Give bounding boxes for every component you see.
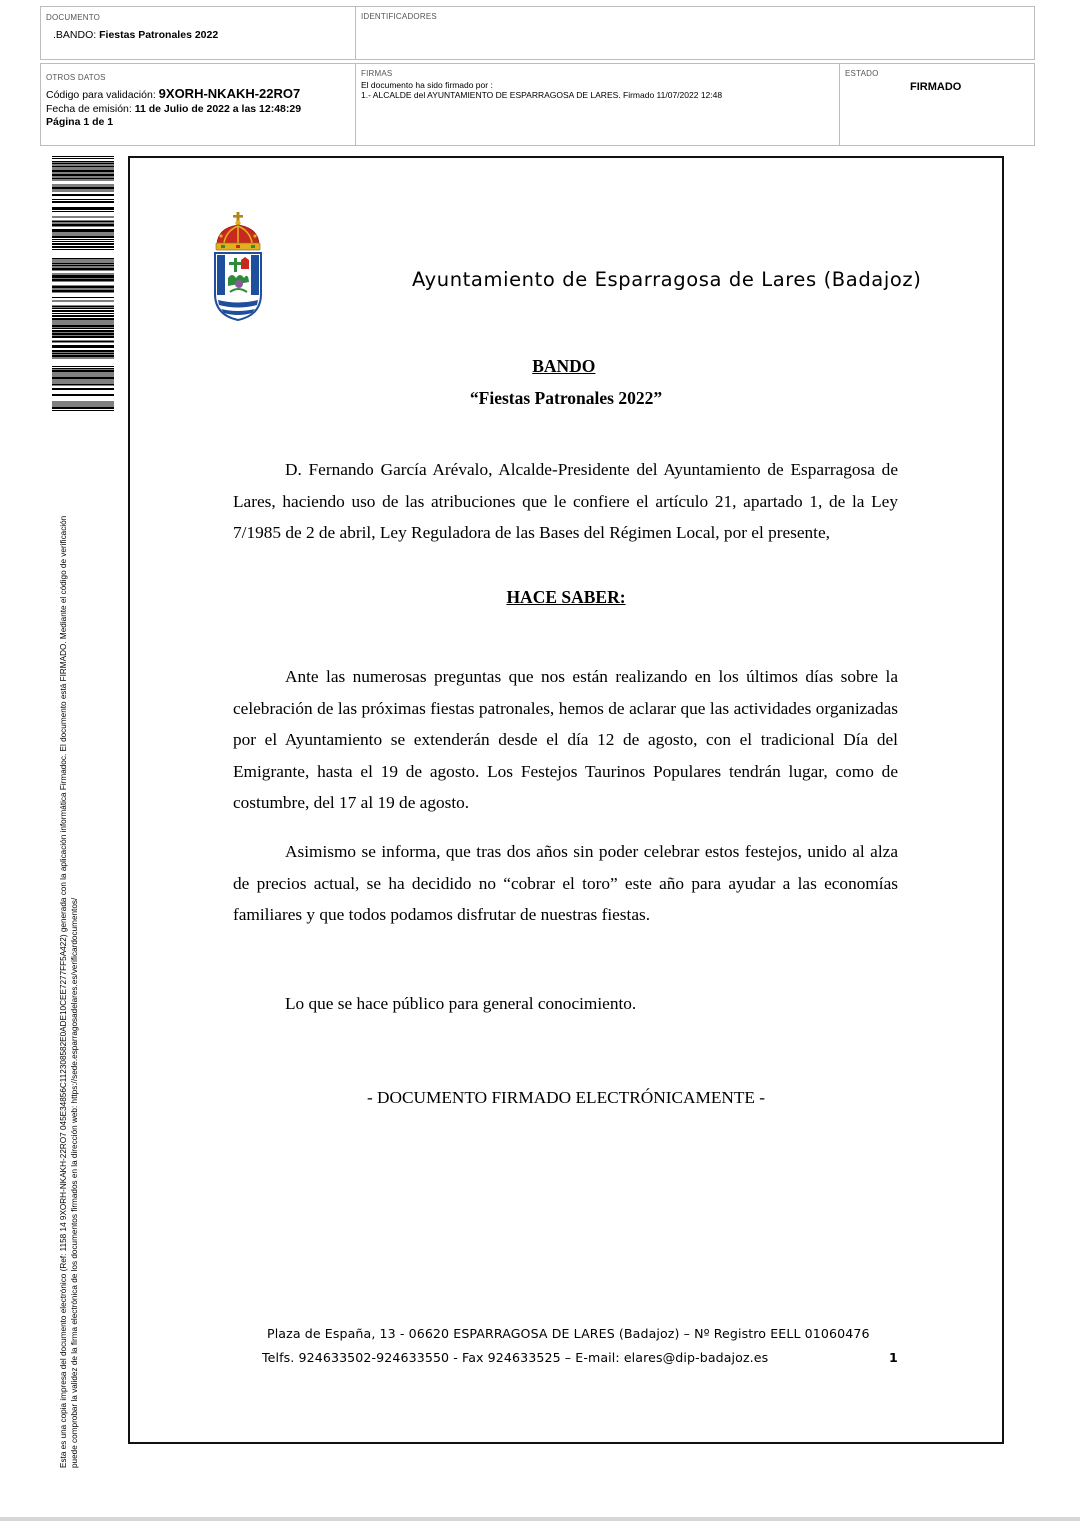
firmas-line2: 1.- ALCALDE del AYUNTAMIENTO DE ESPARRAGOSA DE LARES. Firmado 11/07/2022 12:48 bbox=[361, 90, 723, 100]
side-text-line1: Esta es una copia impresa del documento electrónico (Ref: 1158 14 9XORH-NKAKH-22RO7 045E34856C112308582E0ADE10CEE7277FF5A422) generada con la aplicación informática Firmadoc. El documento está FIRMADO. Mediante el código de verificación bbox=[59, 515, 68, 1468]
bando-subtitle: “Fiestas Patronales 2022” bbox=[469, 388, 663, 408]
organization-name: Ayuntamiento de Esparragosa de Lares (Badajoz) bbox=[412, 268, 922, 291]
barcode-icon bbox=[52, 156, 114, 412]
intro-paragraph: D. Fernando García Arévalo, Alcalde-Presidente del Ayuntamiento de Esparragosa de Lares, haciendo uso de las atribuciones que le confiere el artículo 21, apartado 1, de la Ley 7/1985 de 2 de abril, Ley Reguladora de las Bases del Régimen Local, por el presente, bbox=[233, 460, 898, 543]
pagina-count: Página 1 de 1 bbox=[46, 116, 114, 128]
page-number: 1 bbox=[889, 1350, 898, 1365]
firmas-line1: El documento ha sido firmado por : bbox=[361, 80, 493, 90]
otros-datos-caption: OTROS DATOS bbox=[46, 73, 106, 82]
footer-contact: Telfs. 924633502-924633550 - Fax 924633525 – E-mail: elares@dip-badajoz.es bbox=[262, 1350, 769, 1365]
fecha-emision bbox=[46, 103, 301, 115]
signed-notice: - DOCUMENTO FIRMADO ELECTRÓNICAMENTE - bbox=[366, 1088, 766, 1107]
estado-cell bbox=[839, 64, 1034, 145]
estado-value: FIRMADO bbox=[910, 81, 962, 93]
documento-title bbox=[53, 29, 218, 41]
header-document-row bbox=[40, 6, 1035, 60]
side-verification-text bbox=[59, 408, 80, 1468]
otros-datos-cell bbox=[41, 64, 355, 145]
firmas-caption: FIRMAS bbox=[361, 69, 393, 78]
codigo-value: 9XORH-NKAKH-22RO7 bbox=[158, 86, 301, 101]
codigo-label: Código para validación: bbox=[46, 89, 156, 101]
documento-caption: DOCUMENTO bbox=[46, 13, 101, 22]
identificadores-caption: IDENTIFICADORES bbox=[361, 12, 437, 21]
header-details-row bbox=[40, 63, 1035, 146]
side-text-line2: puede comprobar la validez de la firma electrónica de los documentos firmados en la dirección web: https://sede.esparragosadelares.es/verificardocumentos/ bbox=[69, 897, 79, 1468]
identificadores-cell bbox=[355, 7, 1034, 59]
documento-cell bbox=[41, 7, 355, 59]
coat-of-arms-icon bbox=[212, 212, 264, 322]
footer-address: Plaza de España, 13 - 06620 ESPARRAGOSA DE LARES (Badajoz) – Nº Registro EELL 01060476 bbox=[267, 1326, 870, 1341]
documento-prefix: .BANDO: bbox=[53, 29, 97, 41]
documento-title-bold: Fiestas Patronales 2022 bbox=[99, 29, 219, 41]
body-paragraph-1: Ante las numerosas preguntas que nos están realizando en los últimos días sobre la celebración de las próximas fiestas patronales, hemos de aclarar que las actividades organizadas por el Ayuntamiento se extenderán desde el día 12 de agosto, con el tradicional Día del Emigrante, hasta el 19 de agosto. Los Festejos Taurinos Populares tendrán lugar, como de costumbre, del 17 al 19 de agosto. bbox=[233, 667, 898, 813]
fecha-value: 11 de Julio de 2022 a las 12:48:29 bbox=[134, 103, 302, 115]
bando-title bbox=[232, 356, 900, 377]
page-bottom-edge bbox=[0, 1517, 1080, 1521]
codigo-validacion bbox=[46, 88, 300, 101]
estado-caption: ESTADO bbox=[845, 69, 879, 78]
bando-title-text: BANDO bbox=[532, 356, 596, 376]
hace-saber-heading bbox=[232, 587, 900, 608]
body-paragraph-2: Asimismo se informa, que tras dos años sin poder celebrar estos festejos, unido al alza de precios actual, se ha decidido no “cobrar el toro” este año para ayudar a las economías familiares y que todos podamos disfrutar de nuestras fiestas. bbox=[233, 842, 898, 925]
hace-saber-text: HACE SABER: bbox=[506, 587, 626, 607]
firmas-cell bbox=[355, 64, 839, 145]
closing-paragraph: Lo que se hace público para general conocimiento. bbox=[285, 994, 637, 1013]
fecha-label: Fecha de emisión: bbox=[46, 103, 132, 115]
